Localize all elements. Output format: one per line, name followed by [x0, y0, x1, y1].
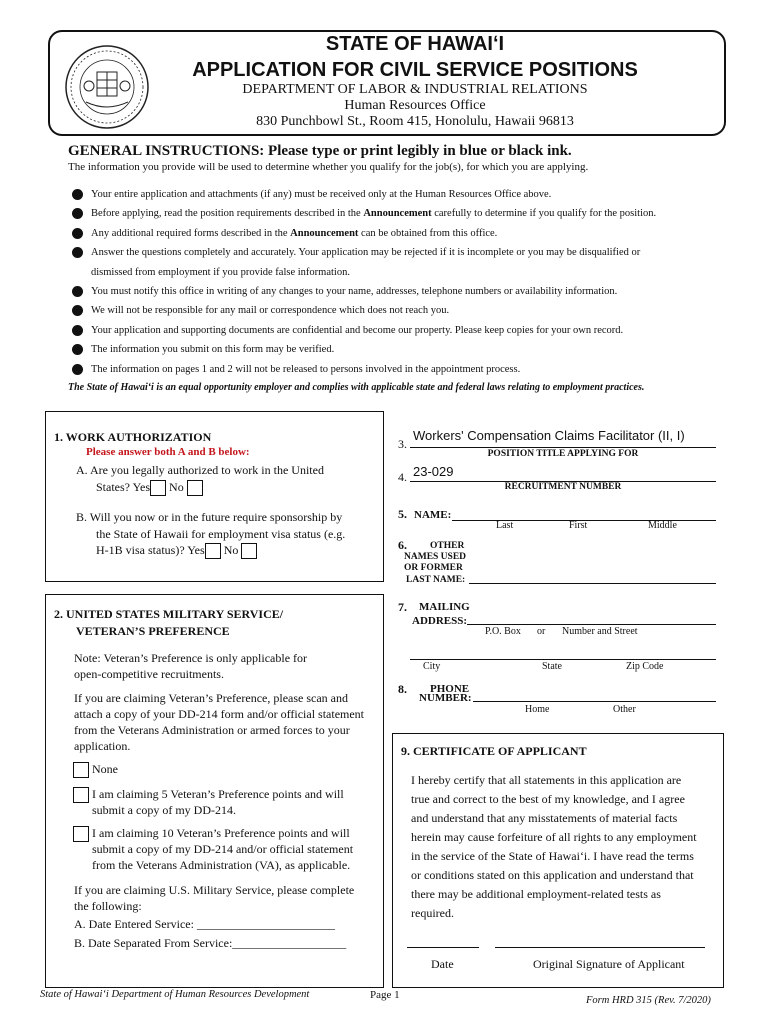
question-b-yes-checkbox[interactable]	[205, 543, 221, 559]
city-label: City	[423, 661, 441, 672]
signature-line[interactable]	[495, 947, 705, 948]
section-note: Please answer both A and B below:	[86, 446, 250, 458]
name-label: NAME:	[414, 509, 452, 521]
military-service-instructions: If you are claiming U.S. Military Service, please complete	[74, 883, 355, 897]
other-names-input-line[interactable]	[469, 583, 716, 584]
veteran-note: open-competitive recruitments.	[74, 667, 224, 681]
instruction-item-continued: dismissed from employment if you provide false information.	[91, 266, 350, 278]
footer-agency: State of Hawaiʻi Department of Human Resources Development	[40, 989, 310, 1000]
form-number: Form HRD 315 (Rev. 7/2020)	[586, 995, 711, 1006]
veteran-instructions: from the Veterans Administration or armed forces to your	[74, 723, 350, 737]
date-signed-line[interactable]	[407, 947, 479, 948]
instruction-item: Your entire application and attachments (if any) must be received only at the Human Resources Office above.	[72, 185, 722, 204]
question-a-yes-checkbox[interactable]	[150, 480, 166, 496]
certificate-section	[392, 733, 724, 988]
veteran-instructions: attach a copy of your DD-214 form and/or official statement	[74, 707, 365, 721]
city-state-zip-input-line[interactable]	[410, 659, 716, 660]
recruitment-number-value[interactable]: 23-029	[413, 464, 454, 479]
po-box-label: P.O. Box	[485, 626, 521, 637]
page-number: Page 1	[370, 989, 400, 1001]
bullet-icon	[72, 286, 83, 297]
instruction-item: The information on pages 1 and 2 will not be released to persons involved in the appointment process.	[72, 360, 722, 379]
eeo-statement: The State of Hawaiʻi is an equal opportunity employer and complies with applicable state and federal laws relating to employment practices.	[68, 382, 645, 393]
date-entered-service-field[interactable]: A. Date Entered Service: _______________________	[74, 917, 335, 931]
veteran-5-points-checkbox[interactable]	[73, 787, 89, 803]
veteran-10-points-checkbox[interactable]	[73, 826, 89, 842]
street-address-input-line[interactable]	[467, 624, 716, 625]
bullet-icon	[72, 305, 83, 316]
form-title: APPLICATION FOR CIVIL SERVICE POSITIONS	[192, 59, 638, 81]
mailing-address-label: ADDRESS:	[412, 615, 468, 627]
field-number: 7.	[398, 600, 407, 614]
position-title-line	[410, 447, 716, 448]
question-b-text: H-1B visa status)?	[96, 543, 185, 557]
number-street-label: Number and Street	[562, 626, 638, 637]
instructions-title: GENERAL INSTRUCTIONS: Please type or print legibly in blue or black ink.	[68, 143, 572, 159]
veteran-10-points-label: I am claiming 10 Veteran’s Preference points and will	[92, 826, 350, 840]
no-label: No	[223, 543, 239, 557]
veteran-instructions: application.	[74, 739, 131, 753]
office-address: 830 Punchbowl St., Room 415, Honolulu, Hawaii 96813	[256, 114, 574, 129]
certificate-text: there may be additional employment-related tests as	[411, 887, 661, 901]
certificate-text: or conditions stated on this application and understand that	[411, 868, 694, 882]
certificate-text: required.	[411, 906, 454, 920]
bullet-icon	[72, 325, 83, 336]
question-a-no-checkbox[interactable]	[187, 480, 203, 496]
other-phone-label: Other	[613, 704, 636, 715]
military-service-instructions: the following:	[74, 899, 142, 913]
bullet-icon	[72, 247, 83, 258]
certificate-text: and understand that any misstatements of material facts	[411, 811, 678, 825]
department-name: DEPARTMENT OF LABOR & INDUSTRIAL RELATIONS	[242, 82, 588, 97]
mailing-address-label: MAILING	[419, 601, 470, 613]
veteran-none-checkbox[interactable]	[73, 762, 89, 778]
signature-label: Original Signature of Applicant	[533, 957, 685, 971]
other-names-label: NAMES USED	[404, 552, 467, 562]
instruction-item: Any additional required forms described in the Announcement can be obtained from this office.	[72, 224, 722, 243]
question-b-line: B. Will you now or in the future require sponsorship by	[76, 510, 343, 524]
office-name: Human Resources Office	[344, 98, 486, 113]
other-names-label: LAST NAME:	[406, 575, 466, 585]
work-authorization-section	[45, 411, 384, 582]
phone-number-label: PHONE	[430, 683, 470, 695]
section-heading: 1. WORK AUTHORIZATION	[54, 430, 212, 444]
recruitment-number-label: RECRUITMENT NUMBER	[504, 482, 622, 492]
certificate-text: I hereby certify that all statements in this application are	[411, 773, 682, 787]
section-heading: 9. CERTIFICATE OF APPLICANT	[401, 744, 587, 758]
or-label: or	[537, 626, 546, 637]
phone-input-line[interactable]	[473, 701, 716, 702]
field-number: 8.	[398, 682, 407, 696]
field-number: 6.	[398, 538, 407, 552]
question-a-answer-row	[96, 479, 203, 496]
veteran-note: Note: Veteran’s Preference is only applicable for	[74, 651, 308, 665]
last-name-label: Last	[496, 520, 514, 531]
instructions-list	[72, 185, 722, 379]
yes-label: Yes	[187, 543, 205, 557]
question-b-answer-row	[96, 542, 257, 559]
instruction-item: Before applying, read the position requirements described in the Announcement carefully to determine if you qualify for the position.	[72, 204, 722, 223]
question-b-no-checkbox[interactable]	[241, 543, 257, 559]
veteran-10-points-label: submit a copy of my DD-214 and/or official statement	[92, 842, 354, 856]
field-number: 3.	[398, 437, 407, 451]
field-number: 5.	[398, 507, 407, 521]
no-label: No	[169, 480, 184, 494]
bullet-icon	[72, 364, 83, 375]
certificate-text: in the service of the State of Hawaiʻi. I have read the terms	[411, 849, 694, 863]
middle-name-label: Middle	[648, 520, 677, 531]
phone-number-label: NUMBER:	[419, 692, 472, 704]
certificate-text: herein may cause forfeiture of all rights to any employment	[411, 830, 697, 844]
date-separated-service-field[interactable]: B. Date Separated From Service:___________________	[74, 936, 347, 950]
question-a-text: States?	[96, 480, 130, 494]
instruction-item: The information you submit on this form may be verified.	[72, 340, 722, 359]
instructions-subtitle: The information you provide will be used to determine whether you qualify for the job(s), for which you are applying.	[68, 161, 589, 173]
form-title-state: STATE OF HAWAIʻI	[325, 33, 505, 55]
instruction-item: Your application and supporting documents are confidential and become our property. Please keep copies for your own record.	[72, 321, 722, 340]
home-phone-label: Home	[525, 704, 550, 715]
question-a-line: A. Are you legally authorized to work in the United	[76, 463, 324, 477]
other-names-label: OTHER	[430, 541, 465, 551]
yes-label: Yes	[132, 480, 151, 494]
date-label: Date	[431, 957, 454, 971]
zip-code-label: Zip Code	[626, 661, 664, 672]
veteran-instructions: If you are claiming Veteran’s Preference, please scan and	[74, 691, 348, 705]
state-seal-icon	[64, 44, 150, 130]
instruction-item: Answer the questions completely and accurately. Your application may be rejected if it is incomplete or you may be disqualified or	[72, 243, 722, 262]
bullet-icon	[72, 344, 83, 355]
section-heading: 2. UNITED STATES MILITARY SERVICE/	[54, 607, 284, 621]
position-title-value[interactable]: Workers' Compensation Claims Facilitator (II, I)	[413, 428, 685, 443]
state-label: State	[542, 661, 562, 672]
veteran-none-label: None	[92, 762, 118, 776]
instruction-item: You must notify this office in writing of any changes to your name, addresses, telephone numbers or availability information.	[72, 282, 722, 301]
veteran-10-points-label: from the Veterans Administration (VA), as applicable.	[92, 858, 351, 872]
field-number: 4.	[398, 470, 407, 484]
veteran-5-points-label: I am claiming 5 Veteran’s Preference points and will	[92, 787, 344, 801]
bullet-icon	[72, 189, 83, 200]
question-b-line: the State of Hawaii for employment visa status (e.g.	[96, 527, 346, 541]
bullet-icon	[72, 228, 83, 239]
veteran-5-points-label: submit a copy of my DD-214.	[92, 803, 236, 817]
military-service-section	[45, 594, 384, 988]
position-title-label: POSITION TITLE APPLYING FOR	[487, 449, 639, 459]
instruction-item: We will not be responsible for any mail or correspondence which does not reach you.	[72, 301, 722, 320]
other-names-label: OR FORMER	[404, 563, 463, 573]
bullet-icon	[72, 208, 83, 219]
section-heading: VETERAN’S PREFERENCE	[76, 624, 230, 638]
certificate-text: true and correct to the best of my knowledge, and I agree	[411, 792, 685, 806]
first-name-label: First	[569, 520, 588, 531]
